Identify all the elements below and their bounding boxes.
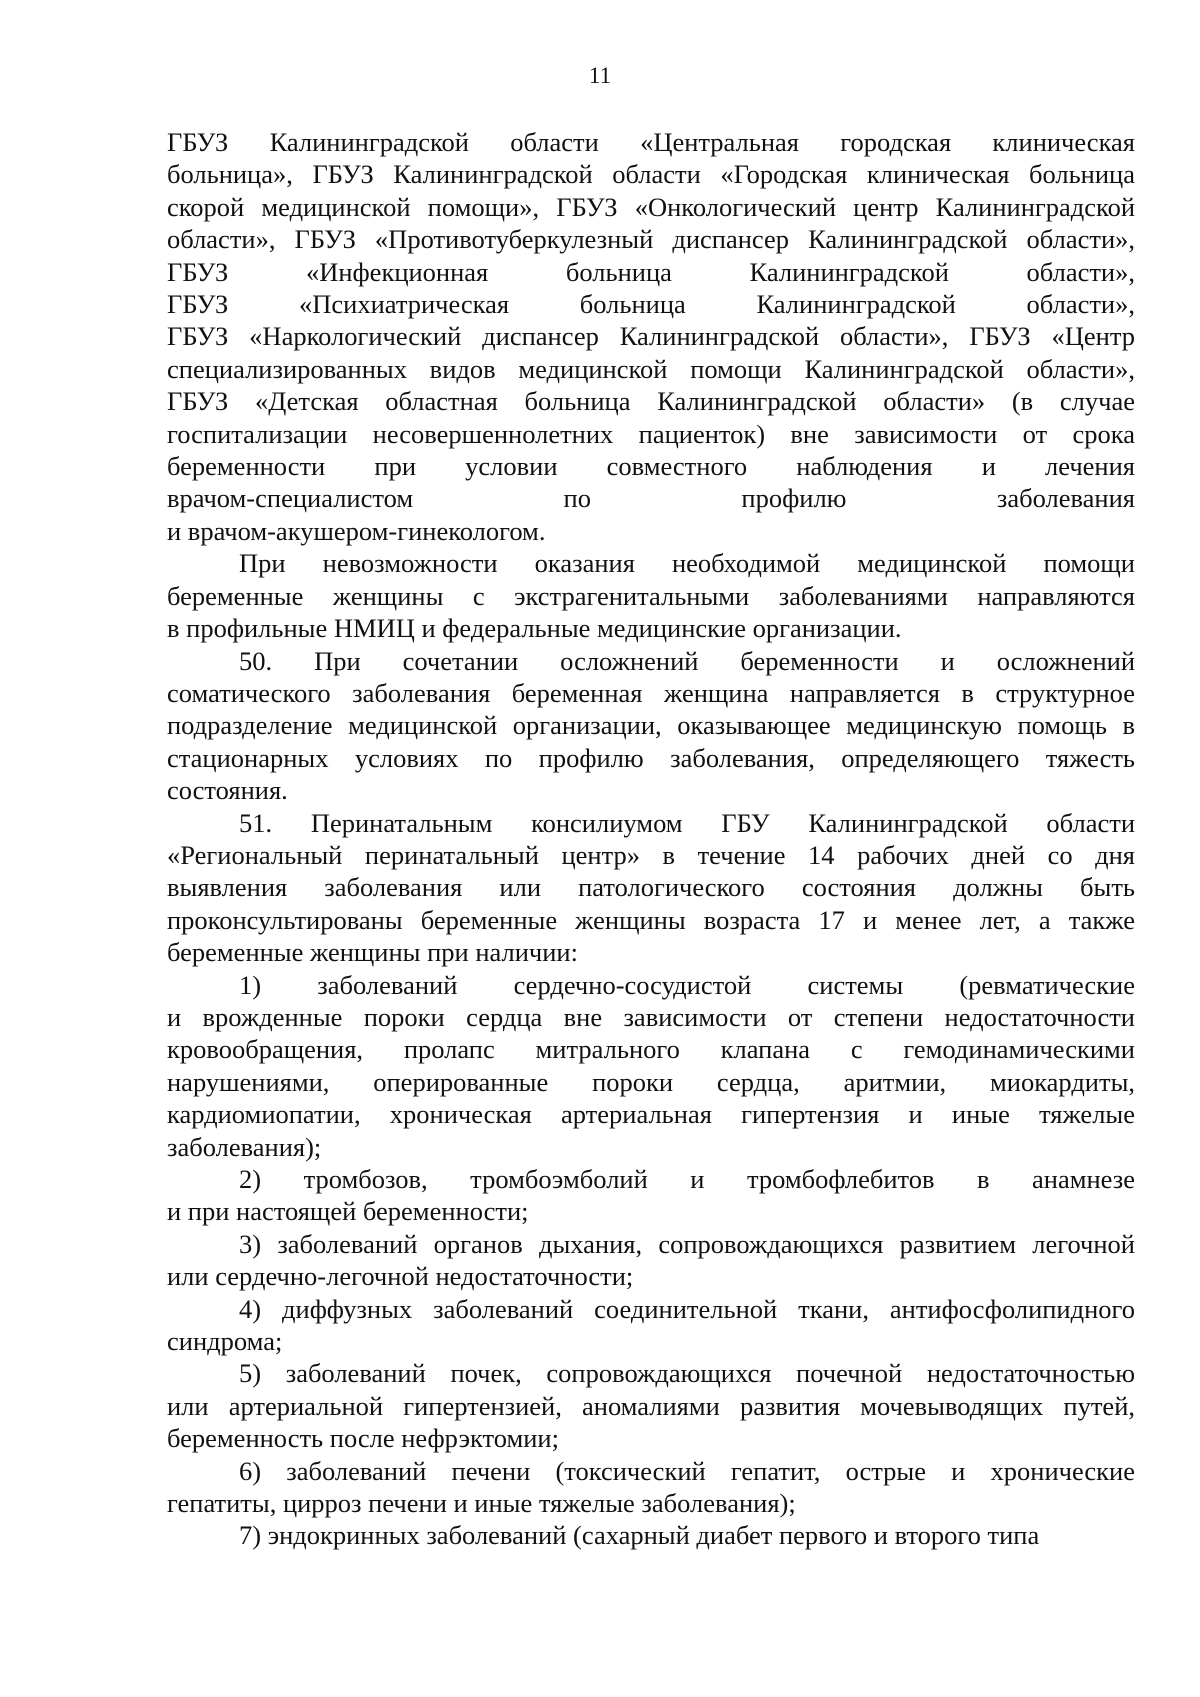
text-line: в профильные НМИЦ и федеральные медицинские организации.: [167, 613, 902, 644]
text-line: области», ГБУЗ «Противотуберкулезный диспансер Калининградской области»,: [167, 224, 1135, 255]
text-line: и врачом-акушером-гинекологом.: [167, 515, 546, 546]
text-line: и при настоящей беременности;: [167, 1196, 529, 1227]
text-line: кардиомиопатии, хроническая артериальная гипертензия и иные тяжелые: [167, 1099, 1135, 1130]
text-line: беременности при условии совместного наблюдения и лечения: [167, 451, 1135, 482]
text-line: беременные женщины с экстрагенитальными заболеваниями направляются: [167, 580, 1135, 611]
paragraph: [167, 1293, 1135, 1358]
text-line: При невозможности оказания необходимой медицинской помощи: [239, 548, 1135, 579]
paragraph: [167, 645, 1135, 807]
text-line: 5) заболеваний почек, сопровождающихся почечной недостаточностью: [239, 1358, 1135, 1389]
paragraph: [167, 1228, 1135, 1293]
paragraph: [167, 807, 1135, 969]
text-line: беременность после нефрэктомии;: [167, 1423, 559, 1454]
text-line: 7) эндокринных заболеваний (сахарный диабет первого и второго типа: [239, 1520, 1040, 1551]
paragraph: [167, 126, 1135, 547]
text-line: соматического заболевания беременная женщина направляется в структурное: [167, 677, 1135, 708]
paragraph: [167, 1163, 1135, 1228]
text-line: скорой медицинской помощи», ГБУЗ «Онкологический центр Калининградской: [167, 191, 1135, 222]
text-line: 51. Перинатальным консилиумом ГБУ Калининградской области: [239, 807, 1135, 838]
paragraph: [167, 1357, 1135, 1454]
text-line: врачом-специалистом по профилю заболевания: [167, 483, 1135, 514]
document-body: [167, 126, 1135, 1552]
text-line: состояния.: [167, 775, 288, 806]
text-line: или артериальной гипертензией, аномалиями развития мочевыводящих путей,: [167, 1390, 1135, 1421]
text-line: подразделение медицинской организации, оказывающее медицинскую помощь в: [167, 710, 1135, 741]
text-line: ГБУЗ «Инфекционная больница Калининградской области»,: [167, 256, 1135, 287]
text-line: 3) заболеваний органов дыхания, сопровождающихся развитием легочной: [239, 1228, 1135, 1259]
text-line: или сердечно-легочной недостаточности;: [167, 1261, 634, 1292]
text-line: 1) заболеваний сердечно-сосудистой системы (ревматические: [239, 969, 1135, 1000]
text-line: специализированных видов медицинской помощи Калининградской области»,: [167, 353, 1135, 384]
text-line: ГБУЗ Калининградской области «Центральная городская клиническая: [167, 127, 1135, 157]
text-line: заболевания);: [167, 1131, 322, 1162]
paragraph: [167, 1519, 1135, 1551]
text-line: 2) тромбозов, тромбоэмболий и тромбофлебитов в анамнезе: [239, 1164, 1135, 1194]
text-line: больница», ГБУЗ Калининградской области «Городская клиническая больница: [167, 159, 1135, 190]
text-line: 50. При сочетании осложнений беременности и осложнений: [239, 645, 1135, 676]
text-line: проконсультированы беременные женщины возраста 17 и менее лет, а также: [167, 904, 1135, 935]
text-line: «Региональный перинатальный центр» в течение 14 рабочих дней со дня: [167, 839, 1135, 870]
paragraph: [167, 969, 1135, 1163]
text-line: кровообращения, пролапс митрального клапана с гемодинамическими: [167, 1034, 1135, 1065]
text-line: 6) заболеваний печени (токсический гепатит, острые и хронические: [239, 1455, 1135, 1486]
paragraph: [167, 547, 1135, 644]
page-number: 11: [588, 63, 612, 88]
text-line: синдрома;: [167, 1326, 283, 1357]
text-line: стационарных условиях по профилю заболевания, определяющего тяжесть: [167, 742, 1135, 773]
text-line: ГБУЗ «Детская областная больница Калининградской области» (в случае: [167, 386, 1135, 417]
text-line: 4) диффузных заболеваний соединительной ткани, антифосфолипидного: [239, 1293, 1135, 1324]
text-line: гепатиты, цирроз печени и иные тяжелые заболевания);: [167, 1488, 796, 1519]
text-line: и врожденные пороки сердца вне зависимости от степени недостаточности: [167, 1001, 1135, 1032]
text-line: беременные женщины при наличии:: [167, 937, 578, 968]
text-line: выявления заболевания или патологического состояния должны быть: [167, 872, 1135, 903]
paragraph: [167, 1455, 1135, 1520]
text-line: нарушениями, оперированные пороки сердца, аритмии, миокардиты,: [167, 1066, 1135, 1097]
text-line: ГБУЗ «Психиатрическая больница Калининградской области»,: [167, 289, 1135, 320]
text-line: ГБУЗ «Наркологический диспансер Калининградской области», ГБУЗ «Центр: [167, 321, 1135, 352]
text-line: госпитализации несовершеннолетних пациенток) вне зависимости от срока: [167, 418, 1135, 449]
